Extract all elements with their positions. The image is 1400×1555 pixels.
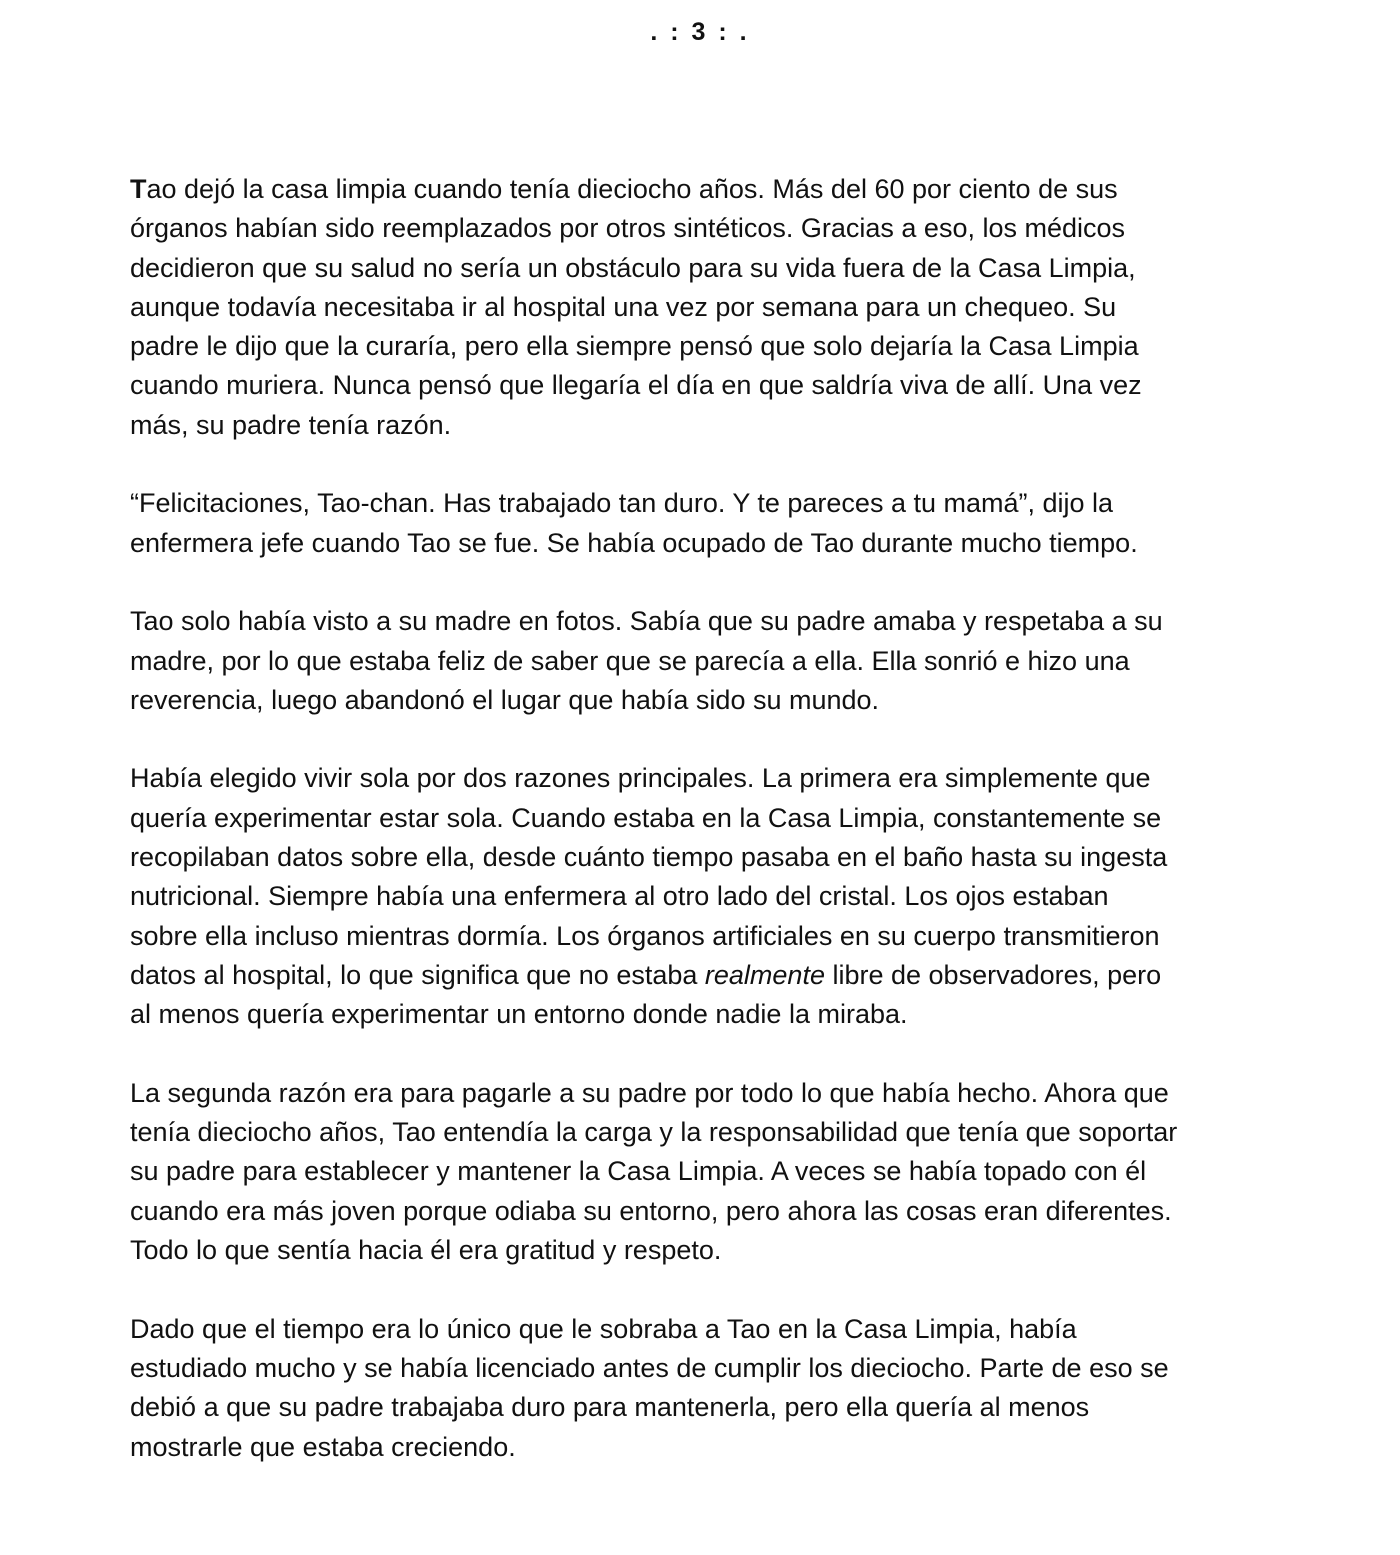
paragraph-2 <box>130 484 1270 563</box>
text-line: más, su padre tenía razón. <box>130 409 452 440</box>
text-line: reverencia, luego abandonó el lugar que había sido su mundo. <box>130 684 880 715</box>
text-line: Dado que el tiempo era lo único que le sobraba a Tao en la Casa Limpia, había <box>130 1313 1077 1344</box>
text-line: padre le dijo que la curaría, pero ella siempre pensó que solo dejaría la Casa Limpia <box>130 331 1139 362</box>
paragraph-3 <box>130 602 1270 720</box>
text-line: órganos habían sido reemplazados por otros sintéticos. Gracias a eso, los médicos <box>130 213 1126 244</box>
paragraph-4 <box>130 759 1270 1034</box>
text-segment: libre de observadores, pero <box>824 959 1162 990</box>
paragraph-5 <box>130 1074 1270 1270</box>
text-line: estudiado mucho y se había licenciado antes de cumplir los dieciocho. Parte de eso se <box>130 1352 1169 1383</box>
paragraph-1 <box>130 170 1270 445</box>
text-line: tenía dieciocho años, Tao entendía la carga y la responsabilidad que tenía que soportar <box>130 1117 1178 1148</box>
chapter-body <box>130 170 1270 1506</box>
paragraph-6 <box>130 1310 1270 1467</box>
text-line: quería experimentar estar sola. Cuando estaba en la Casa Limpia, constantemente se <box>130 802 1162 833</box>
text-line: aunque todavía necesitaba ir al hospital una vez por semana para un chequeo. Su <box>130 291 1117 322</box>
text-line: “Felicitaciones, Tao-chan. Has trabajado tan duro. Y te pareces a tu mamá”, dijo la <box>130 488 1114 519</box>
text-line-rest: ao dejó la casa limpia cuando tenía dieciocho años. Más del 60 por ciento de sus <box>146 174 1118 204</box>
text-line: cuando era más joven porque odiaba su entorno, pero ahora las cosas eran diferentes. <box>130 1195 1172 1226</box>
text-segment: datos al hospital, lo que significa que no estaba <box>130 959 705 990</box>
text-line: su padre para establecer y mantener la Casa Limpia. A veces se había topado con él <box>130 1156 1147 1187</box>
text-line: La segunda razón era para pagarle a su padre por todo lo que había hecho. Ahora que <box>130 1077 1169 1108</box>
text-line: Todo lo que sentía hacia él era gratitud y respeto. <box>130 1235 722 1266</box>
text-line: Había elegido vivir sola por dos razones principales. La primera era simplemente que <box>130 763 1151 794</box>
text-line: mostrarle que estaba creciendo. <box>130 1431 516 1462</box>
text-line: nutricional. Siempre había una enfermera al otro lado del cristal. Los ojos estaban <box>130 881 1109 912</box>
text-line: recopilaban datos sobre ella, desde cuánto tiempo pasaba en el baño hasta su ingesta <box>130 842 1168 873</box>
text-line <box>130 956 1270 995</box>
initial-letter: T <box>130 174 147 204</box>
text-line: debió a que su padre trabajaba duro para mantenerla, pero ella quería al menos <box>130 1392 1090 1423</box>
emphasized-word: realmente <box>704 959 825 990</box>
page-number-header: . : 3 : . <box>650 18 750 46</box>
text-line <box>130 170 1270 209</box>
text-line: madre, por lo que estaba feliz de saber que se parecía a ella. Ella sonrió e hizo una <box>130 645 1130 676</box>
text-line: enfermera jefe cuando Tao se fue. Se había ocupado de Tao durante mucho tiempo. <box>130 527 1138 558</box>
text-line: sobre ella incluso mientras dormía. Los órganos artificiales en su cuerpo transmitieron <box>130 920 1160 951</box>
text-line: al menos quería experimentar un entorno donde nadie la miraba. <box>130 999 908 1030</box>
text-line: cuando muriera. Nunca pensó que llegaría el día en que saldría viva de allí. Una vez <box>130 370 1142 401</box>
text-line: Tao solo había visto a su madre en fotos. Sabía que su padre amaba y respetaba a su <box>130 606 1163 637</box>
text-line: decidieron que su salud no sería un obstáculo para su vida fuera de la Casa Limpia, <box>130 252 1136 283</box>
